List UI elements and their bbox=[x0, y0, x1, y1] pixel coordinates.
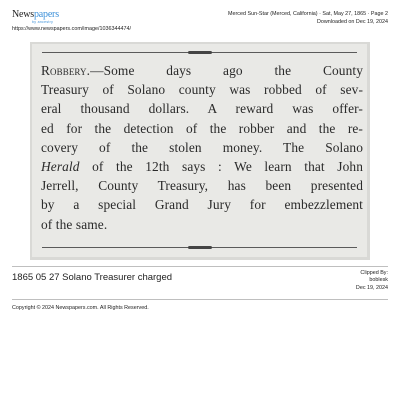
article-line-6: Herald of the 12th says : We learn that John bbox=[41, 159, 363, 175]
page-url[interactable]: https://www.newspapers.com/image/1036344474/ bbox=[12, 26, 131, 32]
article-italic-word: Herald bbox=[41, 159, 80, 175]
article-line-1: Robbery.—Some days ago the County bbox=[41, 63, 363, 78]
publication-info: Merced Sun-Star (Merced, California) · Sat, May 27, 1865 · Page 2 bbox=[228, 11, 388, 17]
divider-bottom bbox=[12, 299, 388, 300]
logo-tagline: by ancestry bbox=[32, 20, 54, 24]
clipped-by-user[interactable]: boblesk bbox=[369, 277, 388, 284]
clip-title: 1865 05 27 Solano Treasurer charged bbox=[12, 272, 173, 283]
clipped-date: Dec 19, 2024 bbox=[355, 284, 388, 291]
bottom-ornament bbox=[188, 246, 212, 249]
article-line-7: Jerrell, County Treasury, has been presented bbox=[41, 178, 363, 194]
copyright-notice: Copyright © 2024 Newspapers.com. All Rights Reserved. bbox=[12, 305, 149, 311]
divider-top bbox=[12, 266, 388, 267]
clipped-by-label: Clipped By: bbox=[360, 270, 388, 276]
publication-meta bbox=[228, 11, 388, 26]
article-line-4: ed for the detection of the robber and the re- bbox=[41, 120, 363, 136]
logo-word-papers: papers bbox=[33, 9, 59, 20]
article-line-2: Treasury of Solano county was robbed of sev- bbox=[41, 82, 363, 98]
logo-word-news: News bbox=[12, 9, 34, 20]
page-header bbox=[12, 10, 388, 36]
article-heading: Robbery. bbox=[41, 63, 91, 78]
article-text bbox=[41, 61, 363, 234]
logo-wordmark bbox=[12, 10, 59, 20]
article-line-5: covery of the stolen money. The Solano bbox=[41, 139, 363, 155]
article-line-3: eral thousand dollars. A reward was offer- bbox=[41, 101, 363, 117]
newspapers-logo[interactable] bbox=[12, 10, 59, 25]
article-line-9: of the same. bbox=[41, 216, 108, 232]
clipping-image bbox=[32, 44, 367, 257]
download-date: Downloaded on Dec 19, 2024 bbox=[316, 18, 388, 25]
clipped-by-info bbox=[356, 270, 388, 292]
newspaper-clipping bbox=[30, 42, 370, 260]
article-line-8: by a special Grand Jury for embezzlement bbox=[41, 197, 363, 213]
top-ornament bbox=[188, 51, 212, 54]
